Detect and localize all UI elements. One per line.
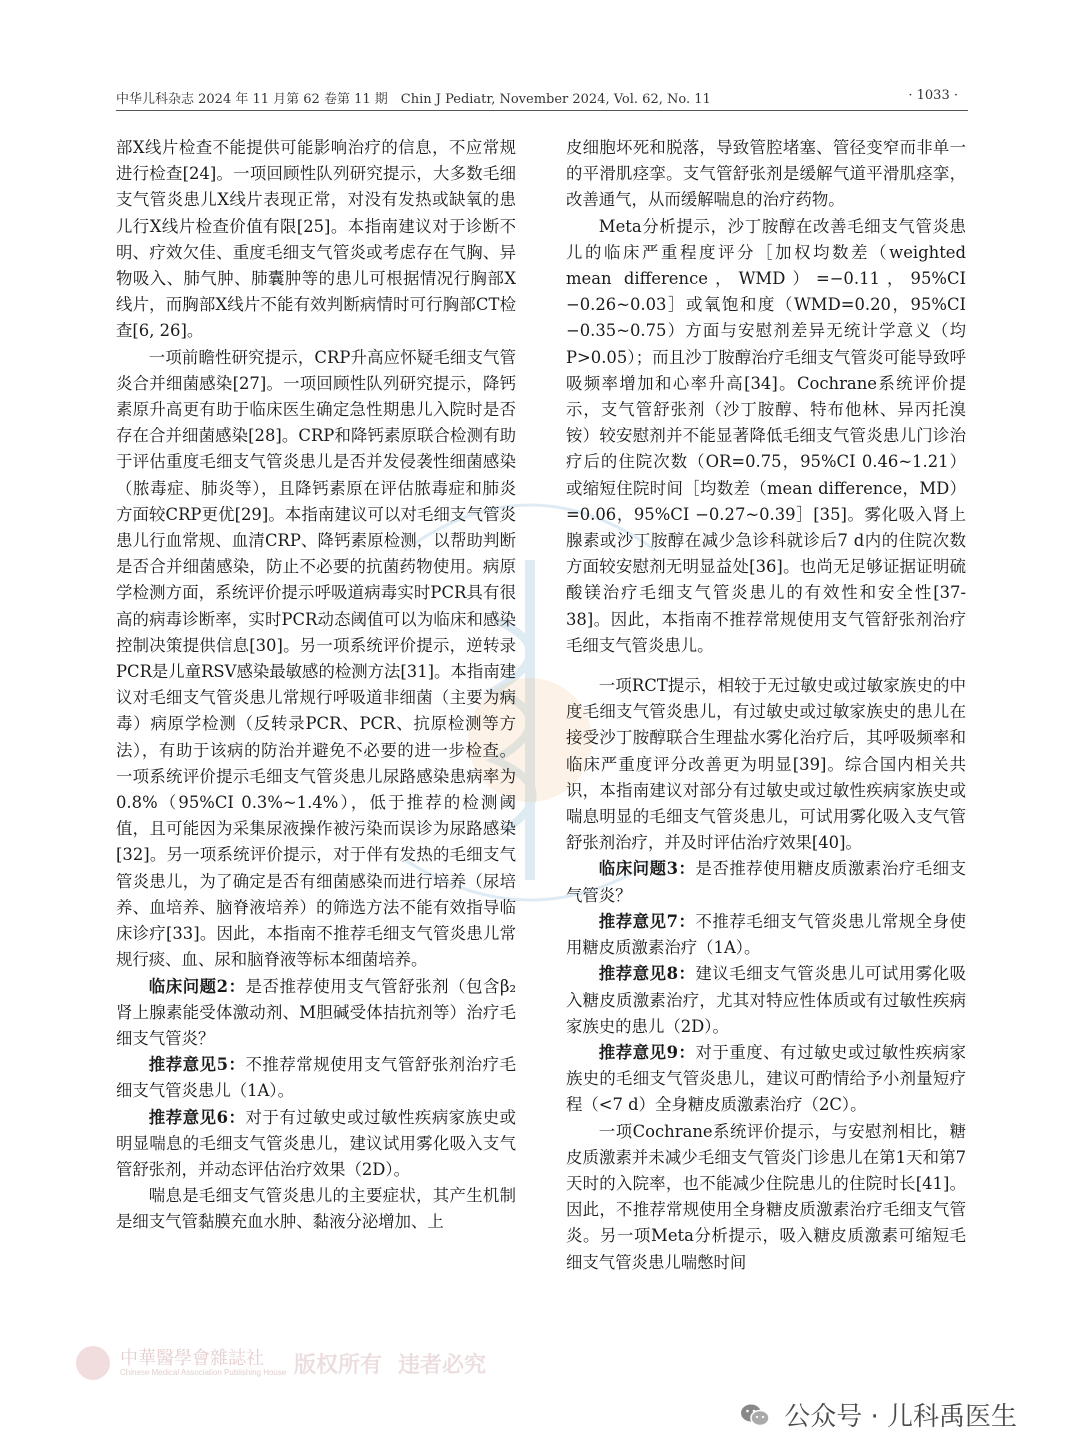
recommendation-label: 推荐意见8： <box>598 964 696 984</box>
paragraph: 皮细胞坏死和脱落，导致管腔堵塞、管径变窄而非单一的平滑肌痉挛。支气管舒张剂是缓解气道平滑肌痉挛，改善通气，从而缓解喘息的治疗药物。 <box>566 138 966 210</box>
recommendation-text: 对于有过敏史或过敏性疾病家族史或明显喘息的毛细支气管炎患儿，建议试用雾化吸入支气管舒张剂，并动态评估治疗效果（2D）。 <box>116 1107 516 1179</box>
right-column <box>566 135 966 1276</box>
recommendation-label: 推荐意见5： <box>148 1055 246 1075</box>
wechat-account-name: 公众号 · 儿科禹医生 <box>784 1402 1018 1432</box>
recommendation-9 <box>566 1040 966 1119</box>
recommendation-6 <box>116 1105 516 1184</box>
paragraph: 喘息是毛细支气管炎患儿的主要症状，其产生机制是细支气管黏膜充血水肿、黏液分泌增加、上 <box>116 1186 516 1232</box>
paragraph: 一项RCT提示，相较于无过敏史或过敏家族史的中度毛细支气管炎患儿，有过敏史或过敏家族史的患儿在接受沙丁胺醇联合生理盐水雾化治疗后，其呼吸频率和临床严重度评分改善更为明显[39]。综合国内相关共识，本指南建议对部分有过敏史或过敏性疾病家族史或喘息明显的毛细支气管炎患儿，可试用雾化吸入支气管舒张剂治疗，并及时评估治疗效果[40]。 <box>566 676 966 853</box>
recommendation-7 <box>566 909 966 961</box>
running-header <box>116 86 968 111</box>
recommendation-text: 对于重度、有过敏史或过敏性疾病家族史的毛细支气管炎患儿，建议可酌情给予小剂量短疗程（<7 d）全身糖皮质激素治疗（2C）。 <box>566 1042 966 1115</box>
paragraph: 一项前瞻性研究提示，CRP升高应怀疑毛细支气管炎合并细菌感染[27]。一项回顾性队列研究提示，降钙素原升高更有助于临床医生确定急性期患儿入院时是否存在合并细菌感染[28]。CRP和降钙素原联合检测有助于评估重度毛细支气管炎患儿是否并发侵袭性细菌感染（脓毒症、肺炎等），且降钙素原在评估脓毒症和肺炎方面较CRP更优[29]。本指南建议可以对毛细支气管炎患儿行血常规、血清CRP、降钙素原检测，以帮助判断是否合并细菌感染，防止不必要的抗菌药物使用。病原学检测方面，系统评价提示呼吸道病毒实时PCR具有很高的病毒诊断率，实时PCR动态阈值可以为临床和感染控制决策提供信息[30]。另一项系统评价提示，逆转录PCR是儿童RSV感染最敏感的检测方法[31]。本指南建议对毛细支气管炎患儿常规行呼吸道非细菌（主要为病毒）病原学检测（反转录PCR、PCR、抗原检测等方法），有助于该病的防治并避免不必要的进一步检查。一项系统评价提示毛细支气管炎患儿尿路感染患病率为0.8%（95%CI 0.3%~1.4%），低于推荐的检测阈值，且可能因为采集尿液操作被污染而误诊为尿路感染[32]。另一项系统评价提示，对于伴有发热的毛细支气管炎患儿，为了确定是否有细菌感染而进行培养（尿培养、血培养、脑脊液培养）的筛选方法不能有效指导临床诊疗[33]。因此，本指南不推荐毛细支气管炎患儿常规行痰、血、尿和脑脊液等标本细菌培养。 <box>116 347 516 970</box>
left-column <box>116 135 516 1236</box>
question-label: 临床问题2： <box>148 976 246 996</box>
paragraph: Meta分析提示，沙丁胺醇在改善毛细支气管炎患儿的临床严重程度评分［加权均数差（weighted mean difference，WMD）=−0.11，95%CI −0.26~0.03］或氧饱和度（WMD=0.20，95%CI −0.35~0.75）方面与安慰剂差异无统计学意义（均P>0.05）；而且沙丁胺醇治疗毛细支气管炎可能导致呼吸频率增加和心率升高[34]。Cochrane系统评价提示，支气管舒张剂（沙丁胺醇、特布他林、异丙托溴铵）较安慰剂并不能显著降低毛细支气管炎患儿门诊治疗后的住院次数（OR=0.75，95%CI 0.46~1.21）或缩短住院时间［均数差（mean difference，MD）=0.06，95%CI −0.27~0.39］[35]。雾化吸入肾上腺素或沙丁胺醇在减少急诊科就诊后7 d内的住院次数方面较安慰剂无明显益处[36]。也尚无足够证据证明硫酸镁治疗毛细支气管炎患儿的有效性和安全性[37-38]。因此，本指南不推荐常规使用支气管舒张剂治疗毛细支气管炎患儿。 <box>566 216 966 655</box>
recommendation-label: 推荐意见6： <box>148 1107 246 1127</box>
recommendation-label: 推荐意见7： <box>598 911 696 931</box>
recommendation-text: 建议毛细支气管炎患儿可试用雾化吸入糖皮质激素治疗，尤其对特应性体质或有过敏性疾病家族史的患儿（2D）。 <box>566 964 966 1036</box>
recommendation-text: 不推荐毛细支气管炎患儿常规全身使用糖皮质激素治疗（1A）。 <box>566 911 966 958</box>
question-text: 是否推荐使用支气管舒张剂（包含β₂肾上腺素能受体激动剂、M胆碱受体拮抗剂等）治疗毛细支气管炎？ <box>116 976 517 1048</box>
clinical-question-3 <box>566 856 966 908</box>
question-text: 是否推荐使用糖皮质激素治疗毛细支气管炎？ <box>566 859 966 905</box>
recommendation-label: 推荐意见9： <box>598 1042 696 1062</box>
copyright-stamp: 违者必究 <box>398 1353 487 1378</box>
paragraph: 一项Cochrane系统评价提示，与安慰剂相比，糖皮质激素并未减少毛细支气管炎门诊患儿在第1天和第7天时的入院率，也不能减少住院患儿的住院时长[41]。因此，不推荐常规使用全身糖皮质激素治疗毛细支气管炎。另一项Meta分析提示，吸入糖皮质激素可缩短毛细支气管炎患儿喘憋时间 <box>566 1121 966 1272</box>
publisher-subtitle: Chinese Medical Association Publishing House <box>120 1368 287 1377</box>
page-number: · 1033 · <box>908 88 958 103</box>
journal-citation: 中华儿科杂志 2024 年 11 月第 62 卷第 11 期 Chin J Pediatr, November 2024, Vol. 62, No. 11 <box>116 92 711 107</box>
wechat-account-watermark <box>740 1396 1017 1430</box>
recommendation-text: 不推荐常规使用支气管舒张剂治疗毛细支气管炎患儿（1A）。 <box>116 1055 516 1101</box>
wechat-icon <box>740 1403 770 1427</box>
recommendation-8 <box>566 961 966 1040</box>
question-label: 临床问题3： <box>598 859 696 879</box>
publisher-watermark <box>76 1342 496 1386</box>
clinical-question-2 <box>116 974 516 1053</box>
publisher-seal-icon <box>76 1346 110 1380</box>
recommendation-5 <box>116 1052 516 1104</box>
paragraph: 部X线片检查不能提供可能影响治疗的信息，不应常规进行检查[24]。一项回顾性队列研究提示，大多数毛细支气管炎患儿X线片表现正常，对没有发热或缺氧的患儿行X线片检查价值有限[25]。本指南建议对于诊断不明、疗效欠佳、重度毛细支气管炎或考虑存在气胸、异物吸入、肺气肿、肺囊肿等的患儿可根据情况行胸部X线片，而胸部X线片不能有效判断病情时可行胸部CT检查[6, 26]。 <box>116 138 516 341</box>
copyright-stamp: 版权所有 <box>294 1353 383 1378</box>
publisher-name: 中華醫學會雜誌社 <box>120 1348 264 1369</box>
